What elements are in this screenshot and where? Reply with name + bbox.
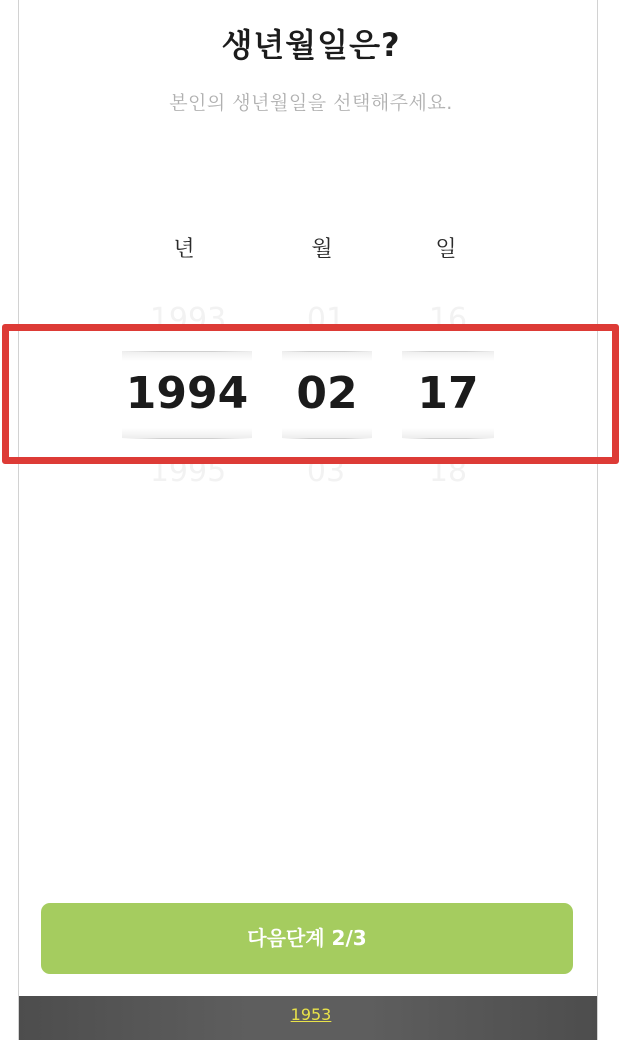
page-subtitle: 본인의 생년월일을 선택해주세요. xyxy=(169,92,453,114)
month-picker-prev-value[interactable]: 01 xyxy=(306,302,346,328)
day-picker-prev-value[interactable]: 16 xyxy=(428,302,468,328)
page-title: 생년월일은? xyxy=(221,26,401,64)
day-picker-next-value[interactable]: 18 xyxy=(428,458,468,488)
year-picker-prev-value[interactable]: 1993 xyxy=(149,302,227,328)
app-frame xyxy=(18,0,598,1040)
day-picker-selected-value[interactable]: 17 xyxy=(417,368,479,419)
year-column-header: 년 xyxy=(173,237,195,262)
month-column-header: 월 xyxy=(311,237,333,262)
month-picker-selected-value[interactable]: 02 xyxy=(296,368,358,419)
month-picker-next-value[interactable]: 03 xyxy=(306,458,346,488)
day-column-header: 일 xyxy=(435,237,457,262)
year-picker-next-value[interactable]: 1995 xyxy=(149,458,227,488)
selection-highlight-box xyxy=(2,324,619,464)
year-picker-selected-value[interactable]: 1994 xyxy=(125,368,249,419)
footer-link[interactable]: 1953 xyxy=(290,1005,332,1024)
next-step-button[interactable]: 다음단계 2/3 xyxy=(41,903,573,974)
